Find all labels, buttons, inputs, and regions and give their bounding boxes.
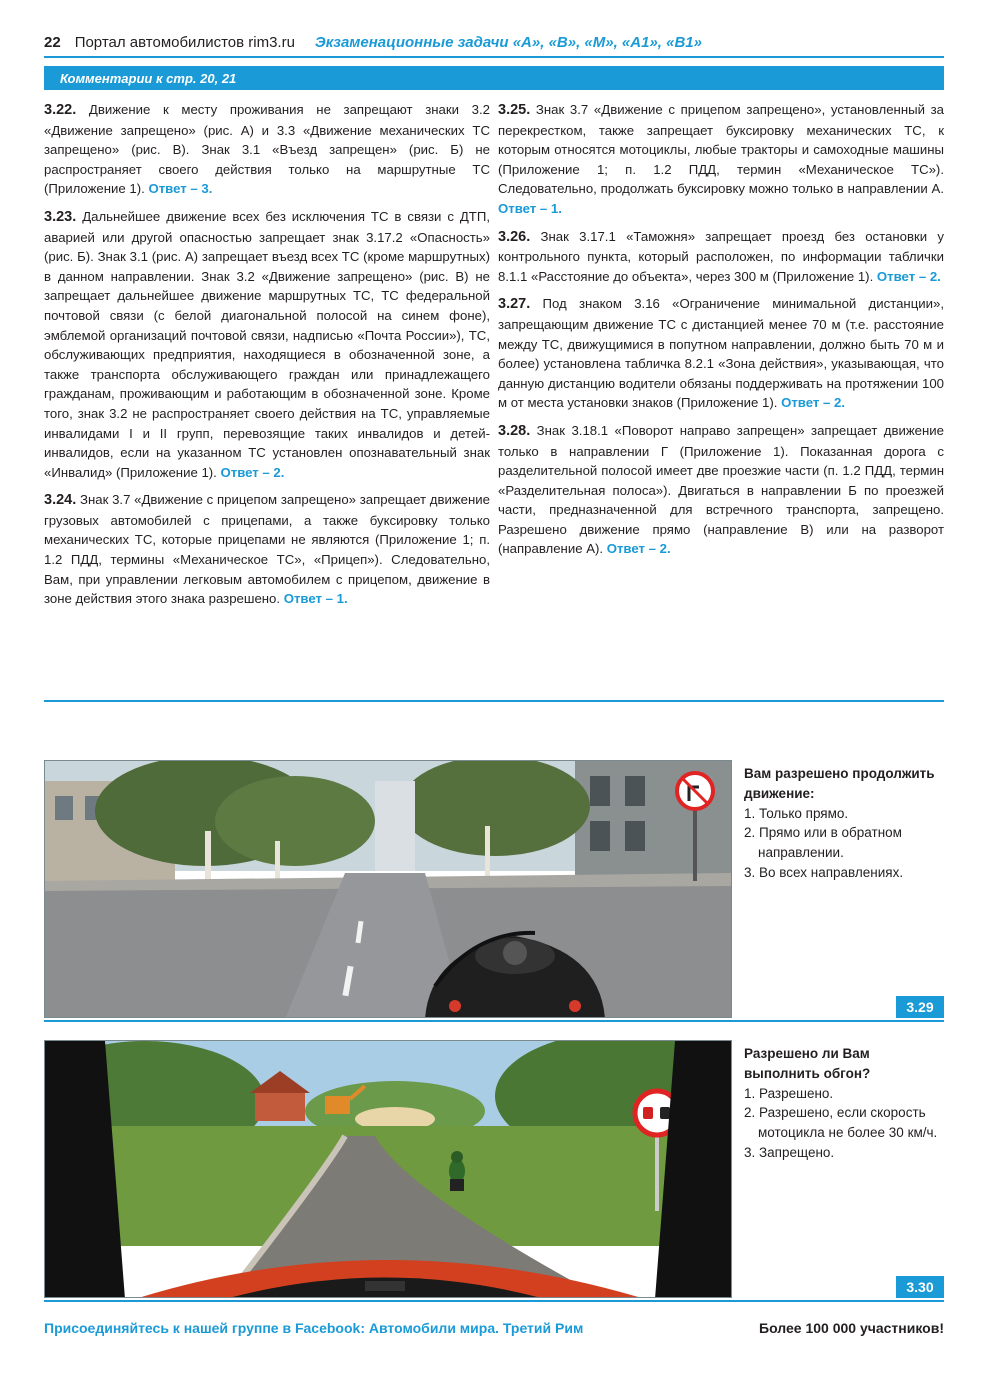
item-number: 3.24. (44, 492, 77, 509)
question-title: Вам разрешено продолжить движение: (744, 766, 935, 801)
commentary-item (498, 294, 944, 413)
page-header (44, 30, 944, 54)
question-3-29 (744, 764, 944, 883)
item-answer: Ответ – 2. (781, 395, 846, 411)
commentary-columns (44, 100, 944, 690)
question-3-30 (744, 1044, 944, 1163)
item-text: Под знаком 3.16 «Ограничение минимальной дистанции», запрещающим движение ТС с дистанцией менее 70 м (т.е. расстояние между ТС, движущимися в попутном направлении, должно быть 70 м и более) установлена табличка 8.2.1 «Зона действия», указывающая, что данную дистанцию водители обязаны поддерживать на протяжении 100 м от места установки знаков (Приложение 1). (498, 296, 944, 411)
answer-option: 2. Разрешено, если скорость мотоцикла не более 30 км/ч. (744, 1105, 938, 1141)
item-number: 3.25. (498, 102, 531, 118)
section-rule (44, 1300, 944, 1302)
item-answer: Ответ – 1. (498, 200, 562, 216)
item-answer: Ответ – 2. (606, 541, 671, 557)
item-text: Знак 3.18.1 «Поворот направо запрещен» запрещает движение только в направлении Г (Приложение 1). Показанная дорога с разделительной полосой имеет две проезжие части (п. 1.2 ПДД, термин «Разделительная полоса»). Двигаться в направлении Б по проезжей части, предназначенной для встречного транспорта, запрещено. Разрешено движение прямо (направление В) или на разворот (направление А). (498, 422, 944, 557)
commentary-item (498, 421, 944, 559)
left-column (44, 100, 490, 690)
section-rule (44, 700, 944, 702)
item-number: 3.23. (44, 208, 77, 225)
scene-street-intersection (44, 760, 732, 1018)
commentary-item (44, 207, 490, 482)
comment-bar: Комментарии к стр. 20, 21 (44, 66, 944, 90)
item-text: Знак 3.7 «Движение с прицепом запрещено», установленный за перекрестком, также запрещает буксировку механических ТС, к которым относятся мотоциклы, любые тракторы и самоходные машины (Приложение 1; п. 1.2 ПДД, термин «Механическое ТС»). Следовательно, продолжать буксировку можно только в направлении А. (498, 102, 944, 197)
answer-option: 3. Запрещено. (744, 1144, 835, 1160)
section-rule (44, 1020, 944, 1022)
commentary-item (498, 227, 944, 287)
question-title: Разрешено ли Вам выполнить обгон? (744, 1046, 871, 1081)
answer-option: 3. Во всех направлениях. (744, 864, 904, 880)
answer-option: 2. Прямо или в обратном направлении. (744, 825, 902, 861)
header-rule (44, 56, 944, 58)
scene-country-road (44, 1040, 732, 1298)
item-number: 3.22. (44, 102, 77, 118)
commentary-item (44, 100, 490, 199)
item-text: Дальнейшее движение всех без исключения ТС в связи с ДТП, аварией или другой опасностью запрещает знак 3.17.2 «Опасность» (рис. Б). Знак 3.1 (рис. А) запрещает въезд всех ТС (кроме маршрутных) в данном направлении. Знак 3.2 «Движение запрещено» (рис. В) не запрещает дальнейшее движение маршрутных ТС, ТС федеральной почтовой связи (с белой диагональной полосой на синем фоне), эмблемой организаций почтовой связи, надписью «Почта России»), ТС, обслуживающих предприятия, находящиеся в обозначенной зоне, а также транспорта обслуживающего граждан или принадлежащего гражданам, проживающим и работающим в обозначенной зоне. Кроме того, знак 3.2 не распространяет своего действия на ТС, управляемые инвалидами I и II групп, перевозящие таких инвалидов и детей-инвалидов, если на указанном ТС установлен опознавательный знак «Инвалид» (Приложение 1). (44, 208, 490, 480)
item-answer: Ответ – 1. (283, 591, 348, 607)
question-number-badge: 3.30 (896, 1276, 944, 1298)
facebook-invite: Присоединяйтесь к нашей группе в Facebook: Автомобили мира. Третий Рим (44, 1320, 584, 1336)
page-number: 22 (44, 33, 61, 51)
item-text: Знак 3.17.1 «Таможня» запрещает проезд без остановки у контрольного пункта, который расположен, по информации таблички 8.1.1 «Расстояние до объекта», через 300 м (Приложение 1). (498, 228, 944, 284)
item-answer: Ответ – 3. (148, 181, 213, 197)
street-scene-illustration (45, 761, 732, 1018)
item-answer: Ответ – 2. (220, 464, 285, 480)
item-text: Знак 3.7 «Движение с прицепом запрещено» запрещает движение грузовых автомобилей с прицепами, а также буксировку только механических ТС, которые прицепами не являются (Приложение 1; п. 1.2 ПДД, термины «Механическое ТС», «Прицеп»). Следовательно, Вам, при управлении легковым автомобилем с прицепом, движение в зоне действия этого знака разрешено. (44, 492, 490, 607)
members-count: Более 100 000 участников! (759, 1320, 944, 1336)
item-text: Движение к месту проживания не запрещают знаки 3.2 «Движение запрещено» (рис. А) и 3.3 «Движение механических ТС запрещено» (рис. В). Знак 3.1 «Въезд запрещен» (рис. Б) не распространяет своего действия только на маршрутные ТС (Приложение 1). (44, 102, 490, 197)
answer-option: 1. Разрешено. (744, 1085, 834, 1101)
item-answer: Ответ – 2. (876, 268, 941, 284)
item-number: 3.28. (498, 422, 531, 439)
country-road-illustration (45, 1041, 732, 1298)
page-footer (44, 1316, 944, 1340)
answer-option: 1. Только прямо. (744, 805, 849, 821)
right-column (498, 100, 944, 690)
commentary-item (498, 100, 944, 219)
portal-name: Портал автомобилистов rim3.ru (74, 33, 295, 51)
item-number: 3.27. (498, 296, 531, 313)
exam-title: Экзаменационные задачи «А», «В», «М», «А1», «В1» (314, 33, 702, 51)
question-number-badge: 3.29 (896, 996, 944, 1018)
commentary-item (44, 490, 490, 609)
item-number: 3.26. (498, 228, 531, 245)
